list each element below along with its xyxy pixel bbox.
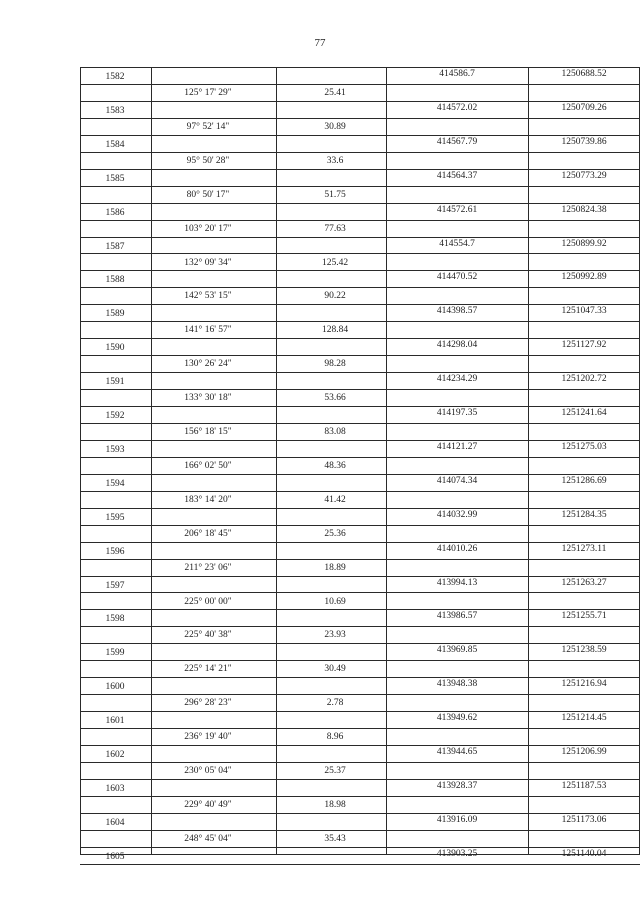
- coordinate-y: 1251202.72: [561, 374, 607, 385]
- point-number: 1584: [105, 139, 125, 150]
- coordinate-x: 413986.57: [436, 611, 478, 622]
- point-number: 1598: [105, 614, 125, 625]
- coordinate-x: 414586.7: [439, 69, 475, 79]
- coordinate-y: 1250992.89: [561, 272, 607, 283]
- coordinate-y: 1251284.35: [561, 509, 607, 520]
- coordinate-y: 1251273.11: [561, 543, 607, 554]
- bearing-angle: 225° 14' 21": [184, 664, 232, 675]
- table-row-rule: [80, 694, 640, 695]
- point-number: 1599: [105, 648, 125, 659]
- coordinate-y: 1251263.27: [561, 577, 607, 588]
- segment-distance: 30.49: [324, 664, 346, 675]
- table-row-rule: [80, 626, 640, 627]
- bearing-angle: 133° 30' 18": [184, 393, 232, 404]
- coordinate-y: 1251140.04: [561, 848, 607, 859]
- table-row-rule: [80, 186, 640, 187]
- coordinate-x: 413903.25: [436, 848, 478, 859]
- segment-distance: 35.43: [324, 833, 346, 844]
- coordinate-x: 413948.38: [436, 679, 478, 690]
- point-number: 1582: [105, 72, 125, 82]
- coordinate-x: 414554.7: [439, 238, 475, 249]
- segment-distance: 18.89: [324, 562, 346, 573]
- coordinate-y: 1251127.92: [561, 340, 607, 351]
- point-number: 1594: [105, 478, 125, 489]
- table-row-rule: [80, 321, 640, 322]
- point-number: 1592: [105, 411, 125, 421]
- point-number: 1583: [105, 105, 125, 116]
- table-row-rule: [80, 220, 640, 221]
- table-row-rule: [80, 118, 640, 119]
- bearing-angle: 125° 17' 29": [184, 88, 232, 98]
- segment-distance: 48.36: [324, 460, 346, 471]
- coordinate-y: 1251214.45: [561, 713, 607, 724]
- bearing-angle: 97° 52' 14": [186, 121, 230, 132]
- point-number: 1605: [105, 851, 125, 862]
- table-row-rule: [80, 796, 640, 797]
- coordinate-y: 1250709.26: [561, 102, 607, 113]
- coordinate-x: 414567.79: [436, 136, 478, 147]
- segment-distance: 125.42: [321, 257, 349, 268]
- coordinate-x: 414572.61: [436, 204, 478, 215]
- page-number: 77: [314, 37, 326, 49]
- point-number: 1590: [105, 343, 125, 354]
- coordinate-y: 1251187.53: [561, 780, 607, 791]
- point-number: 1585: [105, 173, 125, 184]
- coordinate-x: 414010.26: [436, 543, 478, 554]
- coordinate-x: 413928.37: [436, 780, 478, 791]
- bearing-angle: 132° 09' 34": [184, 257, 232, 268]
- coordinate-y: 1250899.92: [561, 238, 607, 249]
- coordinate-x: 414470.52: [436, 272, 478, 283]
- bearing-angle: 296° 28' 23": [184, 698, 232, 709]
- bearing-angle: 141° 16' 57": [184, 325, 232, 336]
- bearing-angle: 80° 50' 17": [186, 189, 230, 200]
- survey-coordinates-table: [80, 67, 640, 862]
- coordinate-x: 414298.04: [436, 340, 478, 351]
- segment-distance: 128.84: [321, 325, 349, 336]
- point-number: 1604: [105, 817, 125, 828]
- table-row-rule: [80, 592, 640, 593]
- table-row-rule: [80, 660, 640, 661]
- table-row-rule: [80, 84, 640, 85]
- bearing-angle: 225° 00' 00": [184, 596, 232, 607]
- coordinate-y: 1251206.99: [561, 747, 607, 757]
- table-row-rule: [80, 253, 640, 254]
- segment-distance: 33.6: [326, 155, 344, 166]
- point-number: 1591: [105, 377, 125, 388]
- segment-distance: 25.36: [324, 528, 346, 539]
- bearing-angle: 142° 53' 15": [184, 291, 232, 302]
- segment-distance: 53.66: [324, 393, 346, 404]
- table-row-rule: [80, 287, 640, 288]
- coordinate-x: 414398.57: [436, 306, 478, 317]
- bearing-angle: 183° 14' 20": [184, 494, 232, 505]
- point-number: 1595: [105, 512, 125, 523]
- coordinate-x: 414032.99: [436, 509, 478, 520]
- point-number: 1601: [105, 716, 125, 727]
- table-row-rule: [80, 559, 640, 560]
- bearing-angle: 236° 19' 40": [184, 732, 232, 743]
- coordinate-x: 414121.27: [436, 441, 478, 452]
- segment-distance: 51.75: [324, 189, 346, 200]
- point-number: 1602: [105, 750, 125, 760]
- table-row-rule: [80, 830, 640, 831]
- segment-distance: 25.41: [324, 88, 346, 98]
- coordinate-x: 413969.85: [436, 645, 478, 656]
- point-number: 1603: [105, 783, 125, 794]
- segment-distance: 2.78: [326, 698, 344, 709]
- bearing-angle: 206° 18' 45": [184, 528, 232, 539]
- coordinate-y: 1250773.29: [561, 170, 607, 181]
- bearing-angle: 230° 05' 04": [184, 766, 232, 776]
- segment-distance: 23.93: [324, 630, 346, 641]
- point-number: 1597: [105, 580, 125, 591]
- segment-distance: 77.63: [324, 223, 346, 234]
- point-number: 1593: [105, 444, 125, 455]
- coordinate-x: 414074.34: [436, 475, 478, 486]
- coordinate-y: 1251047.33: [561, 306, 607, 317]
- bearing-angle: 95° 50' 28": [186, 155, 230, 166]
- coordinate-x: 414197.35: [436, 408, 478, 418]
- coordinate-y: 1251275.03: [561, 441, 607, 452]
- coordinate-y: 1251216.94: [561, 679, 607, 690]
- segment-distance: 83.08: [324, 427, 346, 437]
- table-row-rule: [80, 152, 640, 153]
- point-number: 1596: [105, 546, 125, 557]
- coordinate-y: 1251238.59: [561, 645, 607, 656]
- segment-distance: 30.89: [324, 121, 346, 132]
- bearing-angle: 103° 20' 17": [184, 223, 232, 234]
- coordinate-x: 414572.02: [436, 102, 478, 113]
- point-number: 1586: [105, 207, 125, 218]
- point-number: 1588: [105, 275, 125, 286]
- segment-distance: 8.96: [326, 732, 344, 743]
- table-row-rule: [80, 423, 640, 424]
- coordinate-x: 413994.13: [436, 577, 478, 588]
- coordinate-x: 413916.09: [436, 814, 478, 825]
- table-row-rule: [80, 762, 640, 763]
- coordinate-x: 413944.65: [436, 747, 478, 757]
- bearing-angle: 211° 23' 06": [184, 562, 232, 573]
- bearing-angle: 156° 18' 15": [184, 427, 232, 437]
- table-row-rule: [80, 864, 640, 865]
- coordinate-x: 414564.37: [436, 170, 478, 181]
- coordinate-y: 1250688.52: [561, 69, 607, 79]
- table-row-rule: [80, 491, 640, 492]
- coordinate-x: 413949.62: [436, 713, 478, 724]
- segment-distance: 41.42: [324, 494, 346, 505]
- bearing-angle: 225° 40' 38": [184, 630, 232, 641]
- point-number: 1587: [105, 241, 125, 252]
- coordinate-y: 1251255.71: [561, 611, 607, 622]
- table-row-rule: [80, 457, 640, 458]
- bearing-angle: 248° 45' 04": [184, 833, 232, 844]
- coordinate-y: 1251173.06: [561, 814, 607, 825]
- coordinate-x: 414234.29: [436, 374, 478, 385]
- coordinate-y: 1250739.86: [561, 136, 607, 147]
- bearing-angle: 229° 40' 49": [184, 799, 232, 810]
- point-number: 1600: [105, 682, 125, 693]
- bearing-angle: 130° 26' 24": [184, 359, 232, 370]
- table-row-rule: [80, 355, 640, 356]
- coordinate-y: 1251286.69: [561, 475, 607, 486]
- table-row-rule: [80, 525, 640, 526]
- segment-distance: 18.98: [324, 799, 346, 810]
- point-number: 1589: [105, 309, 125, 320]
- segment-distance: 10.69: [324, 596, 346, 607]
- coordinate-y: 1251241.64: [561, 408, 607, 418]
- table-row-rule: [80, 389, 640, 390]
- table-row-rule: [80, 728, 640, 729]
- segment-distance: 98.28: [324, 359, 346, 370]
- segment-distance: 25.37: [324, 766, 346, 776]
- bearing-angle: 166° 02' 50": [184, 460, 232, 471]
- segment-distance: 90.22: [324, 291, 346, 302]
- coordinate-y: 1250824.38: [561, 204, 607, 215]
